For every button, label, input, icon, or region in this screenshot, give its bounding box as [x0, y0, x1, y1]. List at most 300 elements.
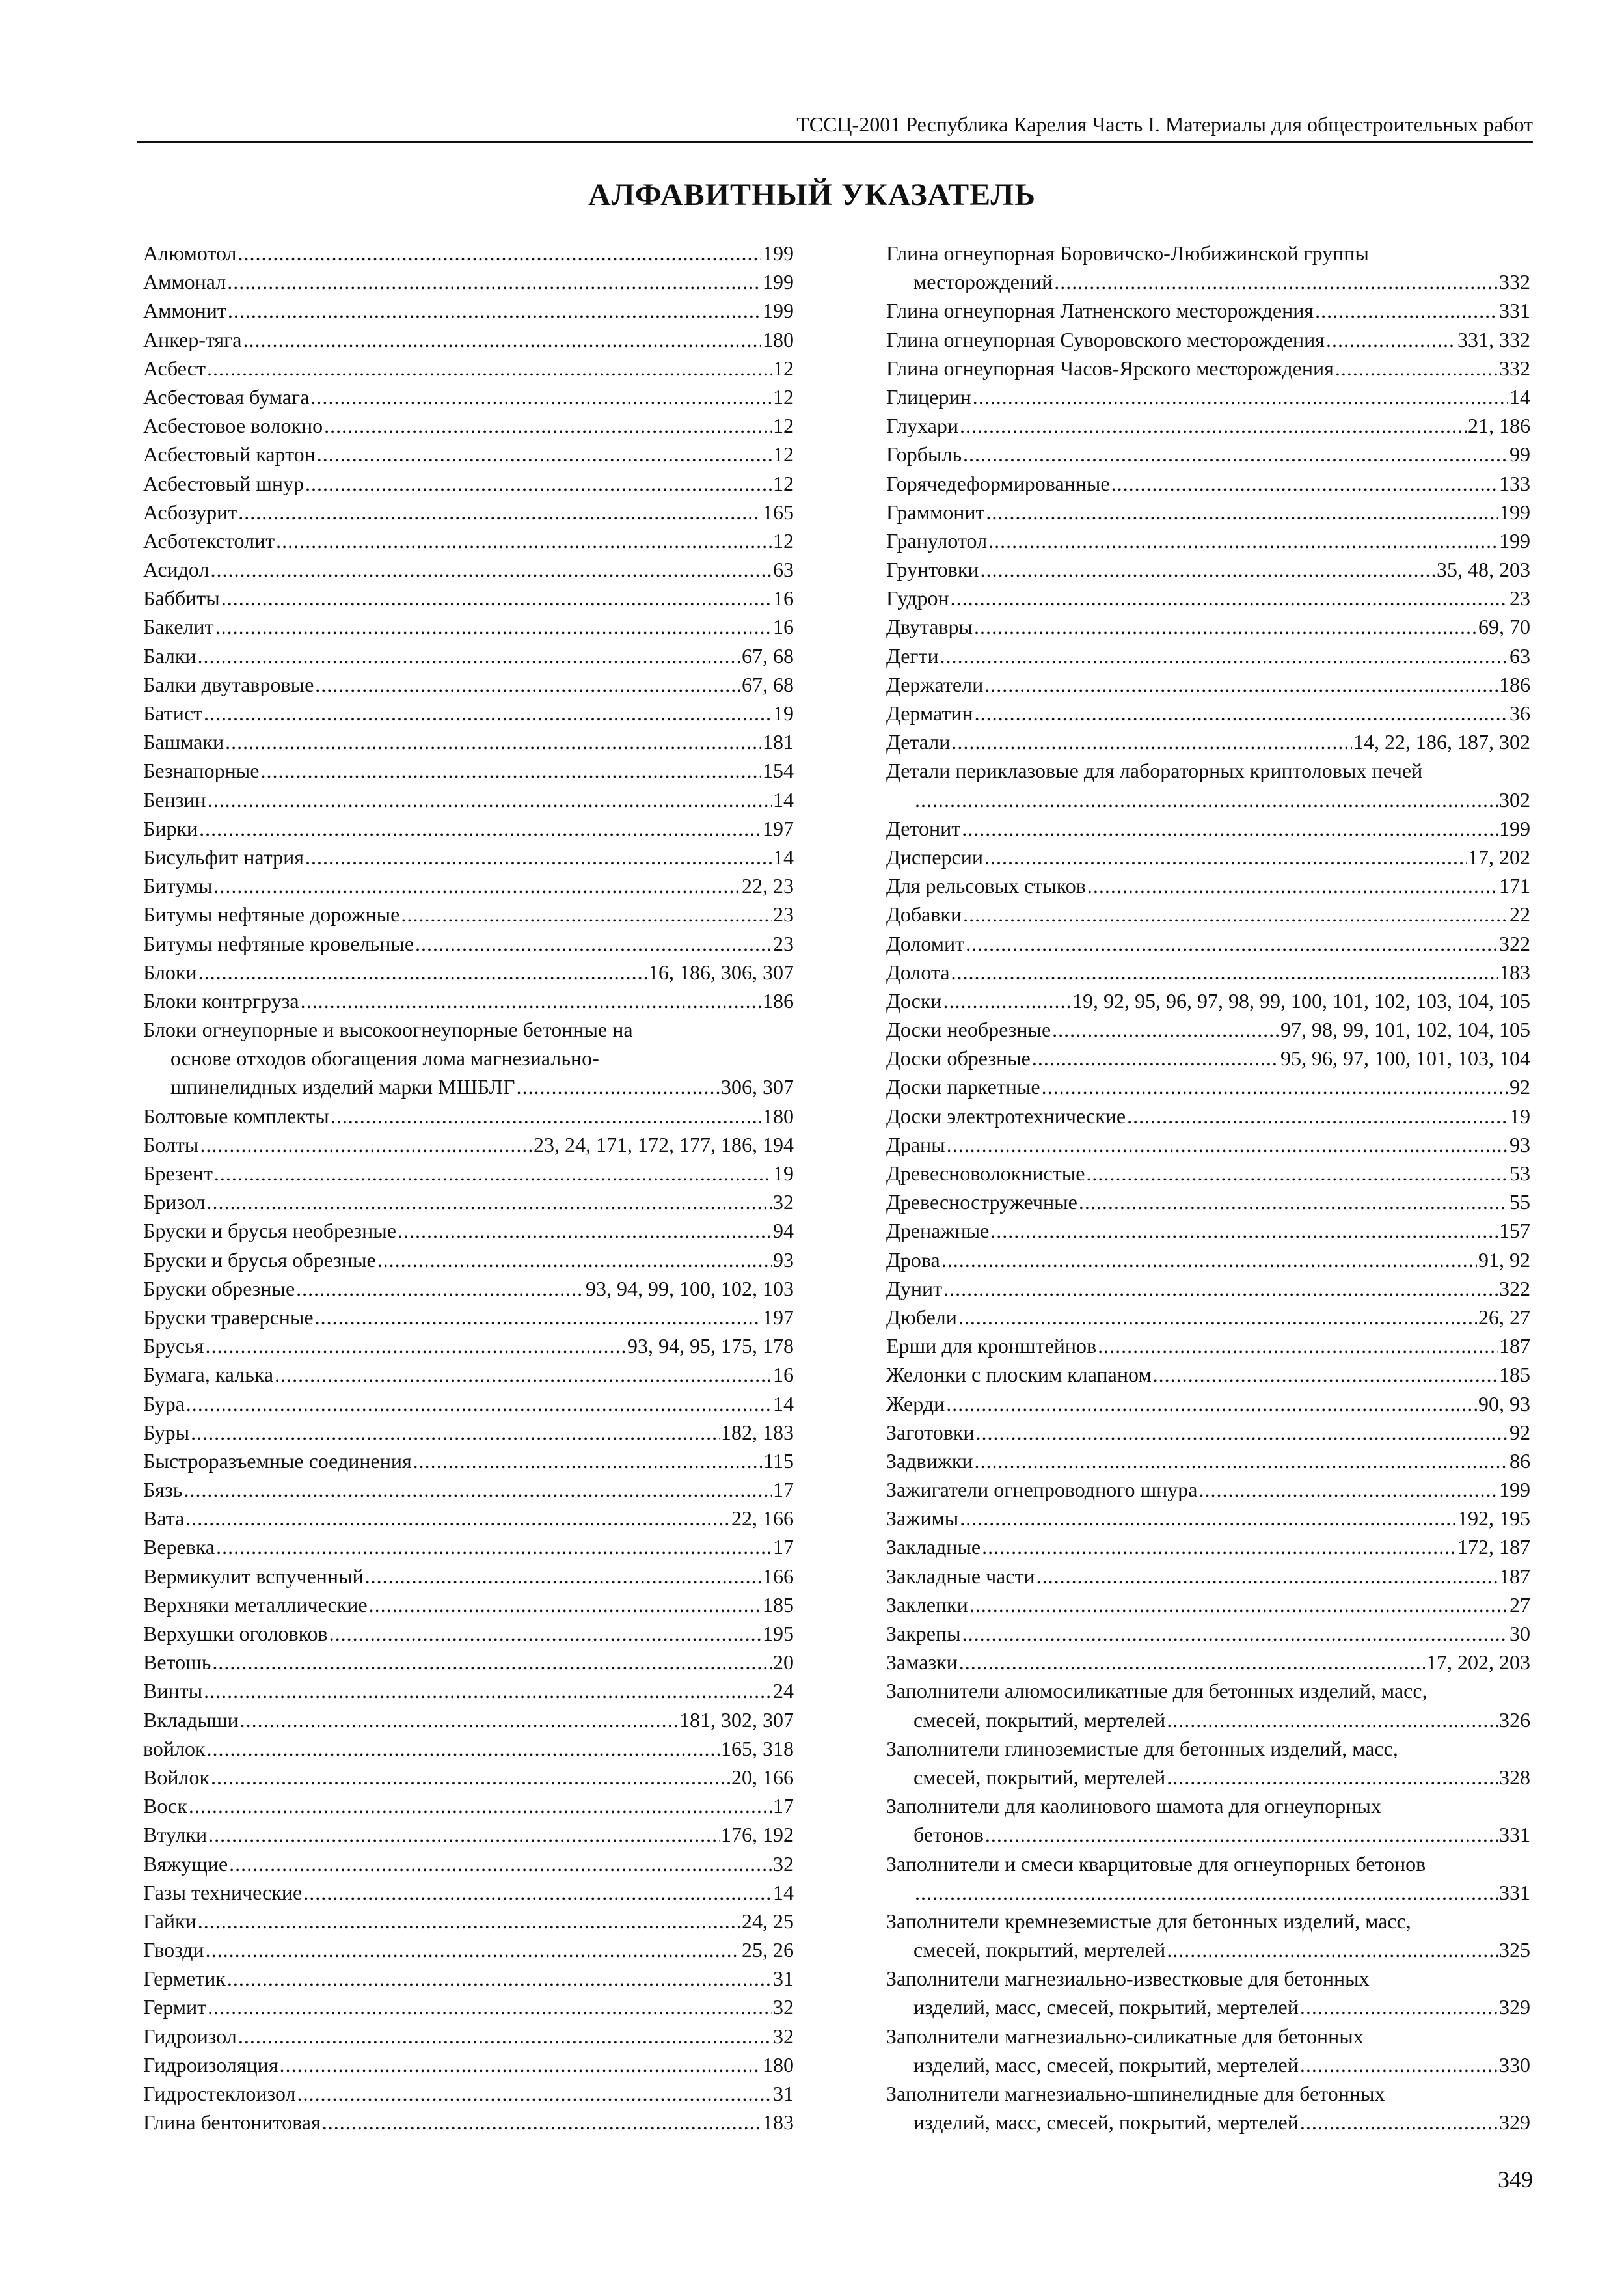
dot-leader: [208, 1993, 772, 2021]
dot-leader: [1087, 871, 1498, 900]
entry-term: Глицерин: [886, 385, 971, 409]
index-entry: [143, 756, 794, 785]
dot-leader: [1167, 1706, 1498, 1734]
index-entry: [143, 900, 794, 929]
entry-pages: 31: [773, 2082, 794, 2105]
index-entry: [143, 699, 794, 728]
entry-term: Желонки с плоским клапаном: [886, 1363, 1152, 1387]
index-entry: [886, 900, 1530, 929]
index-entry: [886, 728, 1530, 756]
dot-leader: [191, 1418, 720, 1447]
index-entry: [886, 354, 1530, 383]
dot-leader: [960, 411, 1467, 440]
entry-pages: 93: [773, 1248, 794, 1272]
entry-term: Бруски и брусья необрезные: [143, 1219, 396, 1243]
dot-leader: [975, 1418, 1508, 1447]
entry-term: Жерди: [886, 1391, 945, 1415]
entry-term: Зажигатели огнепроводного шнура: [886, 1478, 1198, 1502]
entry-pages: 183: [763, 2110, 794, 2135]
entry-pages: 199: [1499, 1478, 1530, 1502]
dot-leader: [974, 612, 1477, 641]
index-entry: [143, 325, 794, 354]
entry-pages: 12: [773, 356, 794, 380]
index-entry: [886, 2079, 1530, 2136]
entry-term-line: Заполнители глиноземистые для бетонных изделий, масс,: [886, 1736, 1398, 1760]
entry-pages: 192, 195: [1457, 1507, 1530, 1531]
entry-pages: 67, 68: [742, 672, 794, 696]
entry-pages: 331, 332: [1457, 327, 1530, 351]
dot-leader: [315, 670, 740, 699]
entry-pages: 19: [773, 702, 794, 725]
dot-leader: [1098, 1331, 1498, 1360]
dot-leader: [1300, 2108, 1498, 2136]
entry-term: Болты: [143, 1132, 199, 1156]
entry-term: Асботекстолит: [143, 528, 275, 553]
dot-leader: [205, 1331, 626, 1360]
index-entry: [143, 440, 794, 469]
entry-pages: 185: [763, 1592, 794, 1617]
entry-term: Аммонал: [143, 270, 226, 294]
entry-pages: 69, 70: [1478, 615, 1530, 639]
entry-pages: 330: [1499, 2053, 1530, 2077]
entry-term: Ветошь: [143, 1650, 211, 1674]
index-entry: [886, 1964, 1530, 2021]
dot-leader: [331, 1102, 761, 1130]
entry-pages: 93, 94, 95, 175, 178: [627, 1334, 794, 1358]
index-entry: [886, 1360, 1530, 1389]
entry-term: Детонит: [886, 816, 961, 840]
index-entry: [886, 1188, 1530, 1216]
entry-pages: 328: [1499, 1765, 1530, 1789]
index-entry: [886, 699, 1530, 728]
entry-pages: 165, 318: [721, 1736, 794, 1760]
dot-leader: [238, 239, 762, 267]
index-entry: [886, 642, 1530, 670]
index-entry: [143, 1533, 794, 1561]
entry-term-line: Глина огнеупорная Боровичско-Любижинской группы: [886, 241, 1369, 265]
entry-pages: 19, 92, 95, 96, 97, 98, 99, 100, 101, 102, 103, 104, 105: [1072, 989, 1530, 1013]
index-entry: [886, 1475, 1530, 1504]
entry-term: Гидроизол: [143, 2024, 237, 2048]
entry-term: Дрова: [886, 1248, 940, 1272]
index-entry: [886, 1447, 1530, 1475]
entry-pages: 32: [773, 1851, 794, 1876]
index-entry: [143, 1188, 794, 1216]
entry-pages: 32: [773, 2024, 794, 2048]
entry-term: Замазки: [886, 1650, 958, 1674]
entry-pages: 171: [1499, 874, 1530, 898]
index-entry: [143, 1015, 794, 1102]
entry-pages: 199: [1499, 500, 1530, 524]
entry-pages: 14: [773, 1880, 794, 1904]
entry-term: Блоки: [143, 960, 197, 984]
index-entry: [143, 1935, 794, 1964]
entry-pages: 180: [763, 2053, 794, 2077]
dot-leader: [216, 1533, 772, 1561]
index-entry: [886, 670, 1530, 699]
dot-leader: [398, 1216, 772, 1245]
entry-term-line: Заполнители алюмосиликатные для бетонных изделий, масс,: [886, 1679, 1428, 1703]
index-entry: [143, 1590, 794, 1619]
index-entry: [143, 2079, 794, 2108]
index-entry: [886, 1331, 1530, 1360]
entry-pages: 99: [1509, 443, 1530, 467]
index-entry: [886, 987, 1530, 1015]
dot-leader: [413, 1447, 763, 1475]
index-entry: [143, 987, 794, 1015]
index-entry: [143, 1820, 794, 1849]
index-entry: [143, 2108, 794, 2136]
dot-leader: [210, 555, 772, 584]
entry-term: Закрепы: [886, 1622, 961, 1645]
index-entry: [143, 728, 794, 756]
entry-pages: 186: [763, 989, 794, 1013]
dot-leader: [215, 612, 772, 641]
entry-pages: 23: [1509, 586, 1530, 610]
index-entry: [143, 1763, 794, 1792]
entry-term: изделий, масс, смесей, покрытий, мертелей: [914, 2110, 1299, 2135]
entry-term: Бумага, калька: [143, 1363, 274, 1387]
index-entry: [143, 584, 794, 612]
entry-term: Глина бентонитовая: [143, 2110, 321, 2135]
entry-pages: 27: [1509, 1592, 1530, 1617]
entry-term: Безнапорные: [143, 759, 260, 783]
dot-leader: [198, 1907, 740, 1935]
index-entry: [143, 1130, 794, 1159]
entry-term: Глухари: [886, 414, 958, 438]
index-entry: [143, 1676, 794, 1705]
entry-pages: 17: [773, 1478, 794, 1502]
entry-term: Гидростеклоизол: [143, 2082, 296, 2105]
dot-leader: [940, 642, 1508, 670]
index-entry: [143, 612, 794, 641]
entry-pages: 35, 48, 203: [1437, 558, 1530, 582]
dot-leader: [305, 843, 772, 871]
entry-pages: 93, 94, 99, 100, 102, 103: [586, 1276, 794, 1300]
entry-term: Баббиты: [143, 586, 220, 610]
entry-pages: 91, 92: [1478, 1248, 1530, 1272]
entry-term: Задвижки: [886, 1449, 973, 1473]
index-entry: [886, 1389, 1530, 1418]
entry-pages: 181, 302, 307: [679, 1708, 794, 1732]
dot-leader: [206, 1935, 740, 1964]
index-entry: [143, 670, 794, 699]
entry-term: Блоки контргруза: [143, 989, 299, 1013]
entry-term-line: Заполнители и смеси кварцитовые для огнеупорных бетонов: [886, 1851, 1426, 1876]
entry-term: Асбестовое волокно: [143, 414, 323, 438]
entry-term: Древесноволокнистые: [886, 1162, 1085, 1185]
entry-term: Бруски обрезные: [143, 1276, 295, 1300]
entry-pages: 97, 98, 99, 101, 102, 104, 105: [1280, 1018, 1530, 1042]
entry-term: Горбыль: [886, 443, 962, 467]
dot-leader: [1079, 1188, 1508, 1216]
dot-leader: [227, 267, 761, 296]
index-entry: [886, 1849, 1530, 1907]
dot-leader: [303, 1878, 772, 1907]
entry-term: Бирки: [143, 816, 198, 840]
entry-term: Аммонит: [143, 299, 226, 323]
entry-term: Втулки: [143, 1823, 208, 1847]
entry-term: Дерматин: [886, 702, 973, 725]
entry-pages: 92: [1509, 1075, 1530, 1099]
dot-leader: [966, 929, 1498, 958]
dot-leader: [982, 1533, 1456, 1561]
dot-leader: [984, 670, 1498, 699]
entry-pages: 322: [1499, 1276, 1530, 1300]
entry-term: Вермикулит вспученный: [143, 1564, 364, 1588]
index-entry: [886, 1619, 1530, 1648]
index-entry: [886, 1072, 1530, 1101]
entry-pages: 17: [773, 1535, 794, 1559]
index-entry: [143, 1360, 794, 1389]
index-entry: [886, 1590, 1530, 1619]
entry-term: Дунит: [886, 1276, 943, 1300]
entry-pages: 154: [763, 759, 794, 783]
index-entry: [886, 296, 1530, 325]
entry-term: Доски паркетные: [886, 1075, 1040, 1099]
page-title: АЛФАВИТНЫЙ УКАЗАТЕЛЬ: [588, 178, 1036, 212]
index-column-left: [143, 239, 794, 2136]
dot-leader: [951, 584, 1508, 612]
entry-pages: 95, 96, 97, 100, 101, 103, 104: [1280, 1046, 1530, 1071]
entry-term: Заклепки: [886, 1592, 968, 1617]
entry-pages: 67, 68: [742, 644, 794, 668]
entry-term: Дюбели: [886, 1305, 957, 1329]
index-entry: [143, 469, 794, 498]
entry-term: Асбест: [143, 356, 206, 380]
index-entry: [143, 1964, 794, 1993]
entry-term: Асбестовый шнур: [143, 471, 304, 495]
dot-leader: [189, 1792, 772, 1820]
dot-leader: [1036, 1562, 1498, 1590]
dot-leader: [946, 1389, 1477, 1418]
entry-pages: 14: [773, 1391, 794, 1415]
entry-pages: 30: [1509, 1622, 1530, 1645]
entry-pages: 24: [773, 1679, 794, 1703]
entry-term: Гранулотол: [886, 528, 988, 553]
dot-leader: [1054, 267, 1498, 296]
index-entry: [143, 958, 794, 987]
dot-leader: [238, 2022, 772, 2051]
index-entry: [143, 1475, 794, 1504]
entry-term: Вяжущие: [143, 1851, 228, 1876]
entry-term: Верхняки металлические: [143, 1592, 368, 1617]
entry-pages: 32: [773, 1995, 794, 2019]
index-entry: [143, 785, 794, 814]
index-entry: [886, 1159, 1530, 1188]
entry-term: Доски электротехнические: [886, 1104, 1126, 1128]
index-entry: [886, 1246, 1530, 1274]
index-entry: [886, 843, 1530, 871]
entry-pages: 12: [773, 528, 794, 553]
entry-term: Асбестовая бумага: [143, 385, 310, 409]
index-entry: [886, 1274, 1530, 1303]
dot-leader: [199, 814, 761, 843]
entry-term: Вата: [143, 1507, 185, 1531]
entry-term: Асидол: [143, 558, 210, 582]
index-entry: [143, 239, 794, 267]
dot-leader: [369, 1590, 761, 1619]
entry-term: Войлок: [143, 1765, 210, 1789]
dot-leader: [1127, 1102, 1508, 1130]
dot-leader: [415, 929, 772, 958]
index-column-right: [886, 239, 1530, 2136]
dot-leader: [276, 526, 772, 555]
index-entry: [143, 1159, 794, 1188]
entry-term-line: Блоки огнеупорные и высокоогнеупорные бетонные на: [143, 1018, 633, 1042]
entry-pages: 199: [1499, 816, 1530, 840]
entry-term: Для рельсовых стыков: [886, 874, 1086, 898]
entry-term: Закладные: [886, 1535, 981, 1559]
dot-leader: [951, 728, 1352, 756]
entry-term: изделий, масс, смесей, покрытий, мертелей: [914, 1995, 1299, 2019]
dot-leader: [183, 1475, 772, 1504]
dot-leader: [214, 1159, 772, 1188]
index-entry: [886, 469, 1530, 498]
entry-term: шпинелидных изделий марки МШБЛГ: [170, 1075, 515, 1099]
entry-term: Гвозди: [143, 1938, 204, 1962]
dot-leader: [988, 526, 1498, 555]
entry-pages: 186: [1499, 672, 1530, 696]
dot-leader: [225, 728, 761, 756]
entry-pages: 23: [773, 931, 794, 955]
dot-leader: [200, 1130, 532, 1159]
entry-pages: 19: [1509, 1104, 1530, 1128]
entry-pages: 331: [1499, 299, 1530, 323]
dot-leader: [959, 1648, 1425, 1676]
entry-pages: 183: [1499, 960, 1530, 984]
entry-pages: 306, 307: [721, 1075, 794, 1099]
index-entry: [886, 1676, 1530, 1734]
entry-pages: 22: [1509, 903, 1530, 927]
dot-leader: [204, 1676, 772, 1705]
dot-leader: [1300, 1993, 1498, 2021]
dot-leader: [1326, 325, 1456, 354]
entry-term: Брусья: [143, 1334, 204, 1358]
entry-pages: 199: [763, 241, 794, 265]
index-entry: [886, 1504, 1530, 1533]
index-entry: [143, 1993, 794, 2021]
dot-leader: [208, 785, 772, 814]
dot-leader: [240, 1706, 678, 1734]
dot-leader: [297, 2079, 772, 2108]
entry-term: Гермит: [143, 1995, 207, 2019]
entry-term: Веревка: [143, 1535, 215, 1559]
entry-pages: 185: [1499, 1363, 1530, 1387]
index-entry: [886, 498, 1530, 526]
entry-term: Газы технические: [143, 1880, 303, 1904]
index-entry: [143, 1274, 794, 1303]
entry-pages: 187: [1499, 1564, 1530, 1588]
entry-term: Гидроизоляция: [143, 2053, 278, 2077]
dot-leader: [960, 1504, 1456, 1533]
entry-term: Бруски траверсные: [143, 1305, 314, 1329]
entry-term: Воск: [143, 1794, 187, 1818]
entry-term: Брезент: [143, 1162, 213, 1185]
entry-pages: 17, 202, 203: [1426, 1650, 1530, 1674]
entry-term: бетонов: [914, 1823, 984, 1847]
entry-term: Детали: [886, 730, 951, 754]
entry-pages: 199: [763, 299, 794, 323]
dot-leader: [322, 2108, 761, 2136]
entry-pages: 166: [763, 1564, 794, 1588]
dot-leader: [324, 411, 772, 440]
dot-leader: [221, 584, 772, 612]
entry-term: Буры: [143, 1420, 190, 1444]
entry-term: Гудрон: [886, 586, 949, 610]
entry-pages: 329: [1499, 2110, 1530, 2135]
entry-pages: 20: [773, 1650, 794, 1674]
dot-leader: [1032, 1044, 1279, 1072]
entry-term: Двутавры: [886, 615, 973, 639]
dot-leader: [185, 1504, 730, 1533]
index-entry: [143, 843, 794, 871]
entry-pages: 12: [773, 471, 794, 495]
index-entry: [143, 2022, 794, 2051]
dot-leader: [975, 1447, 1508, 1475]
index-entry: [143, 814, 794, 843]
entry-term: Битумы: [143, 874, 213, 898]
entry-pages: 332: [1499, 356, 1530, 380]
entry-pages: 53: [1509, 1162, 1530, 1185]
dot-leader: [310, 383, 772, 411]
entry-term: Держатели: [886, 672, 984, 696]
entry-pages: 16, 186, 306, 307: [648, 960, 794, 984]
dot-leader: [207, 354, 772, 383]
entry-term: Бруски и брусья обрезные: [143, 1248, 376, 1272]
entry-pages: 133: [1499, 471, 1530, 495]
entry-term: Грунтовки: [886, 558, 979, 582]
index-entry: [886, 1418, 1530, 1447]
index-entry: [886, 383, 1530, 411]
index-entry: [143, 1878, 794, 1907]
dot-leader: [975, 699, 1508, 728]
index-entry: [143, 1331, 794, 1360]
entry-pages: 19: [773, 1162, 794, 1185]
running-header: ТССЦ-2001 Республика Карелия Часть I. Материалы для общестроительных работ: [796, 113, 1533, 136]
entry-term-line: Заполнители магнезиально-силикатные для бетонных: [886, 2024, 1364, 2048]
entry-pages: 172, 187: [1457, 1535, 1530, 1559]
entry-pages: 16: [773, 1363, 794, 1387]
entry-pages: 14: [773, 787, 794, 812]
index-entry: [886, 411, 1530, 440]
dot-leader: [1315, 296, 1498, 325]
entry-term: Дренажные: [886, 1219, 990, 1243]
index-entry: [143, 1907, 794, 1935]
entry-pages: 23, 24, 171, 172, 177, 186, 194: [534, 1132, 794, 1156]
entry-pages: 180: [763, 1104, 794, 1128]
dot-leader: [317, 440, 772, 469]
entry-term-line: основе отходов обогащения лома магнезиально-: [170, 1046, 599, 1071]
entry-pages: 31: [773, 1967, 794, 1991]
entry-pages: 14: [773, 845, 794, 869]
index-entry: [143, 267, 794, 296]
entry-pages: 90, 93: [1478, 1391, 1530, 1415]
dot-leader: [227, 1964, 772, 1993]
dot-leader: [329, 1619, 761, 1648]
entry-pages: 23: [773, 903, 794, 927]
entry-pages: 93: [1509, 1132, 1530, 1156]
entry-pages: 22, 23: [742, 874, 794, 898]
dot-leader: [229, 1849, 772, 1878]
dot-leader: [958, 1303, 1477, 1331]
entry-term: Бисульфит натрия: [143, 845, 304, 869]
index-entry: [886, 612, 1530, 641]
index-entry: [143, 354, 794, 383]
entry-term: Драны: [886, 1132, 945, 1156]
entry-term-line: Заполнители кремнеземистые для бетонных изделий, масс,: [886, 1909, 1411, 1933]
dot-leader: [963, 900, 1508, 929]
